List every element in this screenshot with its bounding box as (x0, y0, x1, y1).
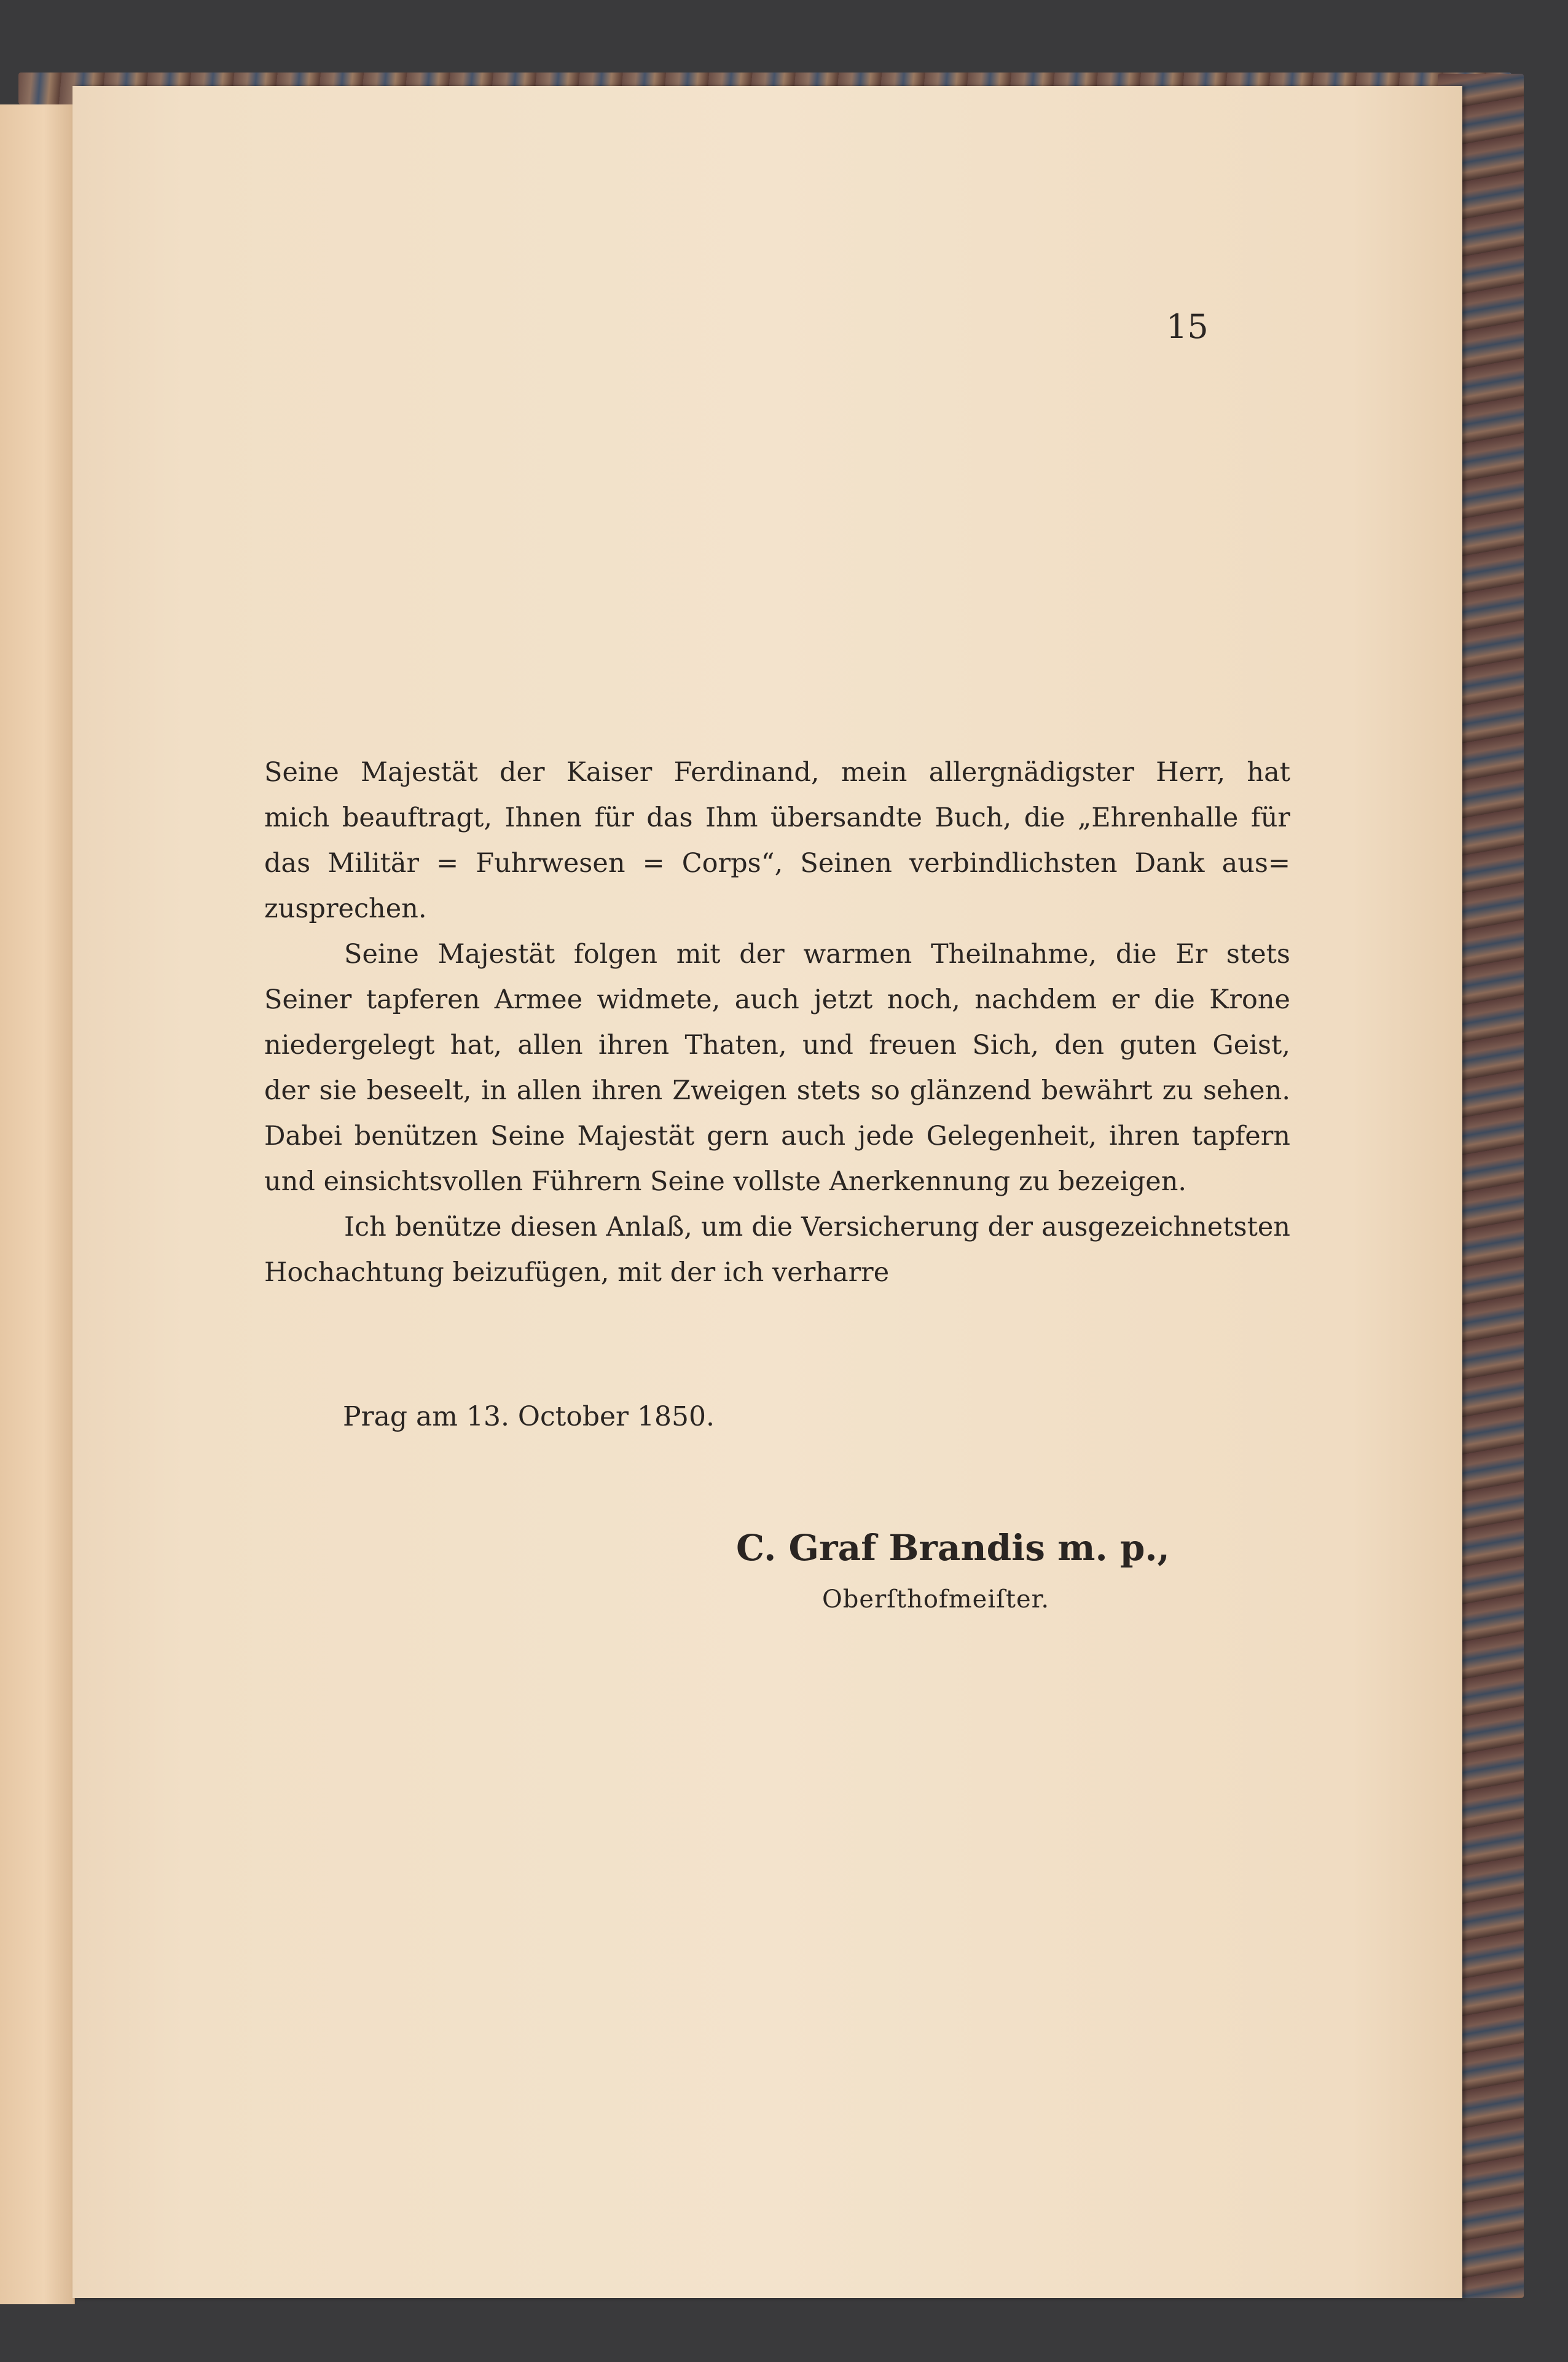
signature-title: Oberſthofmeiſter. (822, 1585, 1050, 1614)
body-line: niedergelegt hat, allen ihren Thaten, und freuen Sich, den guten Geist, (264, 1030, 1290, 1061)
body-line: Hochachtung beizufügen, mit der ich verharre (264, 1257, 890, 1288)
body-line: Ich benütze diesen Anlaß, um die Versicherung der ausgezeichnetsten (344, 1212, 1290, 1242)
body-line: Seiner tapferen Armee widmete, auch jetzt noch, nachdem er die Krone (264, 984, 1290, 1015)
facing-page-edge (0, 104, 75, 2304)
body-line: Seine Majestät der Kaiser Ferdinand, mein allergnädigster Herr, hat (264, 757, 1290, 788)
signature: C. Graf Brandis m. p., (736, 1527, 1170, 1569)
body-line: und einsichtsvollen Führern Seine vollste Anerkennung zu bezeigen. (264, 1166, 1187, 1197)
body-line: das Militär = Fuhrwesen = Corps“, Seinen verbindlichsten Dank aus= (264, 848, 1290, 879)
body-line: Dabei benützen Seine Majestät gern auch jede Gelegenheit, ihren tapfern (264, 1121, 1290, 1152)
letter-body (264, 750, 1290, 1295)
body-line: zusprechen. (264, 893, 427, 924)
book-page (73, 86, 1462, 2298)
page-number: 15 (1166, 307, 1209, 346)
date-line: Prag am 13. October 1850. (343, 1401, 715, 1432)
body-line: der sie beseelt, in allen ihren Zweigen stets so glänzend bewährt zu sehen. (264, 1075, 1290, 1106)
body-line: Seine Majestät folgen mit der warmen Theilnahme, die Er stets (344, 939, 1290, 970)
body-line: mich beauftragt, Ihnen für das Ihm übersandte Buch, die „Ehrenhalle für (264, 802, 1290, 833)
